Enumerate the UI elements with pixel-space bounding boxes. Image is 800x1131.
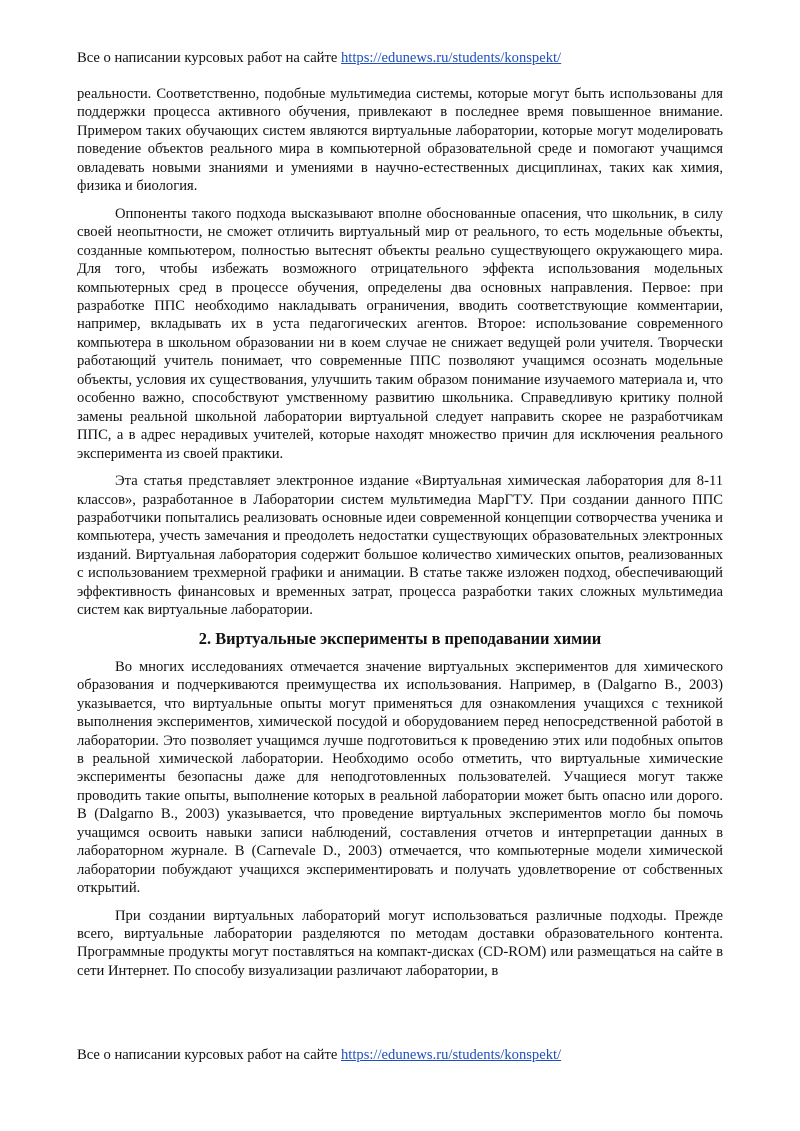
paragraph: При создании виртуальных лабораторий могут использоваться различные подходы. Прежде всего, виртуальные лаборатории разделяются по методам доставки образовательного контента. Программные продукты могут поставляться на компакт-дисках (CD-ROM) или размещаться на сайте в сети Интернет. По способу визуализации различают лаборатории, в: [77, 907, 723, 979]
header-text: Все о написании курсовых работ на сайте: [77, 50, 341, 66]
paragraph: Оппоненты такого подхода высказывают вполне обоснованные опасения, что школьник, в силу своей неопытности, не сможет отличить виртуальный мир от реального, то есть модельные объекты, созданные компьютером, полностью вытеснят объекты реально существующего окружающего мира. Для того, чтобы избежать возможного отрицательного эффекта использования модельных компьютерных сред в процессе обучения, определены два основных направления. Первое: при разработке ППС необходимо накладывать ограничения, вводить соответствующие комментарии, например, вкладывать их в уста педагогических агентов. Второе: использование современного компьютера в школьном образовании ни в коем случае не снижает ведущей роли учителя. Творчески работающий учитель понимает, что современные ППС позволяют учащимся осознать модельные объекты, условия их существования, улучшить таким образом понимание изучаемого материала и, что особенно важно, способствуют умственному развитию школьника. Справедливую критику полной замены реальной школьной лаборатории виртуальной следует направить скорее не разработчикам ППС, а в адрес нерадивых учителей, которые находят множество причин для исключения реального эксперимента из своей практики.: [77, 205, 723, 462]
paragraph: реальности. Соответственно, подобные мультимедиа системы, которые могут быть использованы для поддержки процесса активного обучения, привлекают в последнее время повышенное внимание. Примером таких обучающих систем являются виртуальные лаборатории, которые могут моделировать поведение объектов реального мира в компьютерной образовательной среде и помогают учащимся овладевать новыми знаниями и умениями в научно-естественных дисциплинах, таких как химия, физика и биология.: [77, 86, 723, 195]
document-body: [77, 85, 723, 989]
header-link[interactable]: https://edunews.ru/students/konspekt/: [341, 50, 562, 66]
footer-text: Все о написании курсовых работ на сайте: [77, 1047, 341, 1063]
section-heading: 2. Виртуальные эксперименты в преподавании химии: [198, 628, 602, 648]
footer-link[interactable]: https://edunews.ru/students/konspekt/: [341, 1047, 562, 1063]
page-footer: [77, 1045, 561, 1065]
paragraph: Эта статья представляет электронное издание «Виртуальная химическая лаборатория для 8-11 классов», разработанное в Лаборатории систем мультимедиа МарГТУ. При создании данного ППС разработчики попытались реализовать основные идеи современной концепции сотворчества ученика и компьютера, учесть замечания и преодолеть недостатки существующих образовательных электронных изданий. Виртуальная лаборатория содержит большое количество химических опытов, реализованных с использованием трехмерной графики и анимации. В статье также изложен подход, обеспечивающий эффективность финансовых и временных затрат, процесса разработки таких сложных мультимедиа систем как виртуальные лаборатории.: [77, 473, 723, 619]
page-header: [77, 48, 561, 68]
paragraph: Во многих исследованиях отмечается значение виртуальных экспериментов для химического образования и подчеркиваются преимущества их использования. Например, в (Dalgarno B., 2003) указывается, что виртуальные опыты могут применяться для ознакомления учащихся с техникой выполнения экспериментов, химической посудой и оборудованием перед непосредственной работой в лаборатории. Это позволяет учащимся лучше подготовиться к проведению этих или подобных опытов в реальной химической лаборатории. Необходимо особо отметить, что виртуальные химические эксперименты безопасны даже для неподготовленных пользователей. Учащиеся могут также проводить такие опыты, выполнение которых в реальной лаборатории может быть опасно или дорого. В (Dalgarno B., 2003) указывается, что проведение виртуальных экспериментов могло бы помочь учащимся освоить навыки записи наблюдений, составления отчетов и интерпретации данных в лабораторном журнале. В (Carnevale D., 2003) отмечается, что компьютерные модели химической лаборатории побуждают учащихся экспериментировать и получать удовлетворение от собственных открытий.: [77, 658, 723, 897]
